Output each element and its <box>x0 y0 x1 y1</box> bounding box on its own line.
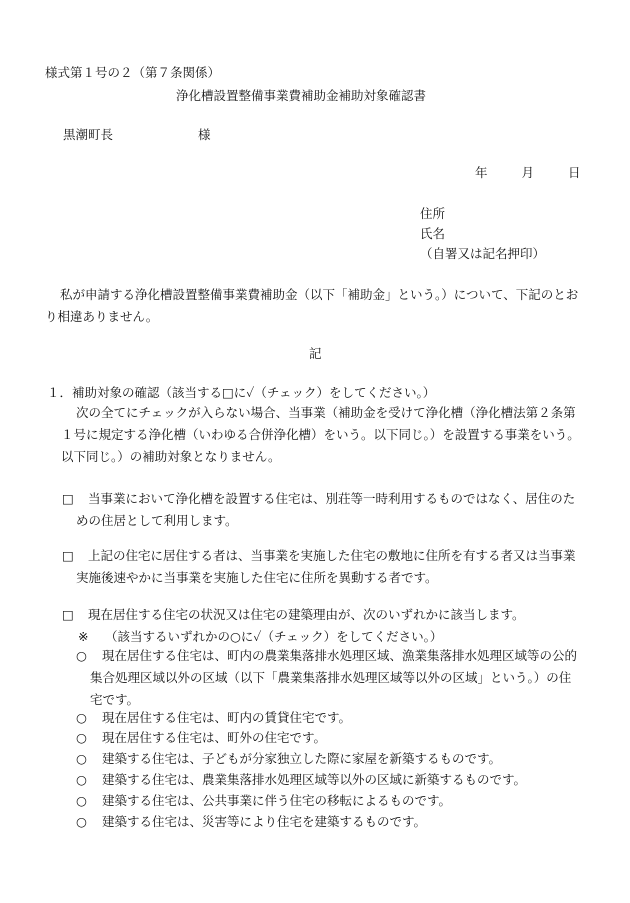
option-item: 現在居住する住宅は、町外の住宅です。 <box>102 730 327 745</box>
radio-option[interactable]: ○ <box>76 772 87 787</box>
note-mark: ※ <box>78 629 89 644</box>
signature-note: （自署又は記名押印） <box>420 246 546 261</box>
checkbox[interactable]: □ <box>62 548 74 563</box>
document-title: 浄化槽設置整備事業費補助金補助対象確認書 <box>176 88 427 103</box>
radio-option[interactable]: ○ <box>76 751 87 766</box>
date-month: 月 <box>521 165 534 180</box>
radio-option[interactable]: ○ <box>76 648 87 663</box>
date-day: 日 <box>567 165 581 180</box>
option-item: 建築する住宅は、災害等により住宅を建築するものです。 <box>102 814 427 829</box>
option-item: 建築する住宅は、公共事業に伴う住宅の移転によるものです。 <box>102 793 452 808</box>
section1-heading: １．補助対象の確認（該当する□に✓（チェック）をしてください。） <box>47 385 436 400</box>
intro-text: 私が申請する浄化槽設置整備事業費補助金（以下「補助金」という。）について、下記のとおり相違ありません。 <box>45 287 579 324</box>
radio-option[interactable]: ○ <box>76 793 87 808</box>
section1-description: 次の全てにチェックが入らない場合、当事業（補助金を受けて浄化槽（浄化槽法第２条第１号に規定する浄化槽（いわゆる合併浄化槽）をいう。以下同じ。）を設置する事業をいう。以下同じ。）の補助対象となりません。 <box>61 405 580 464</box>
address-label: 住所 <box>420 206 446 221</box>
addressee-name: 黒潮町長 <box>63 127 114 142</box>
date-line <box>475 167 580 180</box>
form-number: 様式第１号の２（第７条関係） <box>45 65 221 80</box>
radio-option[interactable]: ○ <box>76 710 87 725</box>
ki-label: 記 <box>309 346 322 361</box>
option-item: 建築する住宅は、農業集落排水処理区域等以外の区域に新築するものです。 <box>102 772 527 787</box>
name-label: 氏名 <box>420 226 446 241</box>
checkbox[interactable]: □ <box>62 607 74 622</box>
radio-option[interactable]: ○ <box>76 814 87 829</box>
option-item: 現在居住する住宅は、町内の賃貸住宅です。 <box>102 710 352 725</box>
check-item: 現在居住する住宅の状況又は住宅の建築理由が、次のいずれかに該当します。 <box>88 607 525 622</box>
note-text: （該当するいずれかの○に✓（チェック）をしてください。） <box>105 629 443 644</box>
check-item: 上記の住宅に居住する者は、当事業を実施した住宅の敷地に住所を有する者又は当事業実施後速やかに当事業を実施した住宅に住所を異動する者です。 <box>76 548 576 585</box>
addressee-honorific: 様 <box>198 127 211 142</box>
radio-option[interactable]: ○ <box>76 730 87 745</box>
date-year: 年 <box>475 165 488 180</box>
checkbox[interactable]: □ <box>62 491 74 506</box>
option-item: 現在居住する住宅は、町内の農業集落排水処理区域、漁業集落排水処理区域等の公的集合処理区域以外の区域（以下「農業集落排水処理区域等以外の区域」という。）の住宅です。 <box>90 648 578 707</box>
option-item: 建築する住宅は、子どもが分家独立した際に家屋を新築するものです。 <box>102 751 502 766</box>
check-item: 当事業において浄化槽を設置する住宅は、別荘等一時利用するものではなく、居住のための住居として利用します。 <box>76 491 576 528</box>
